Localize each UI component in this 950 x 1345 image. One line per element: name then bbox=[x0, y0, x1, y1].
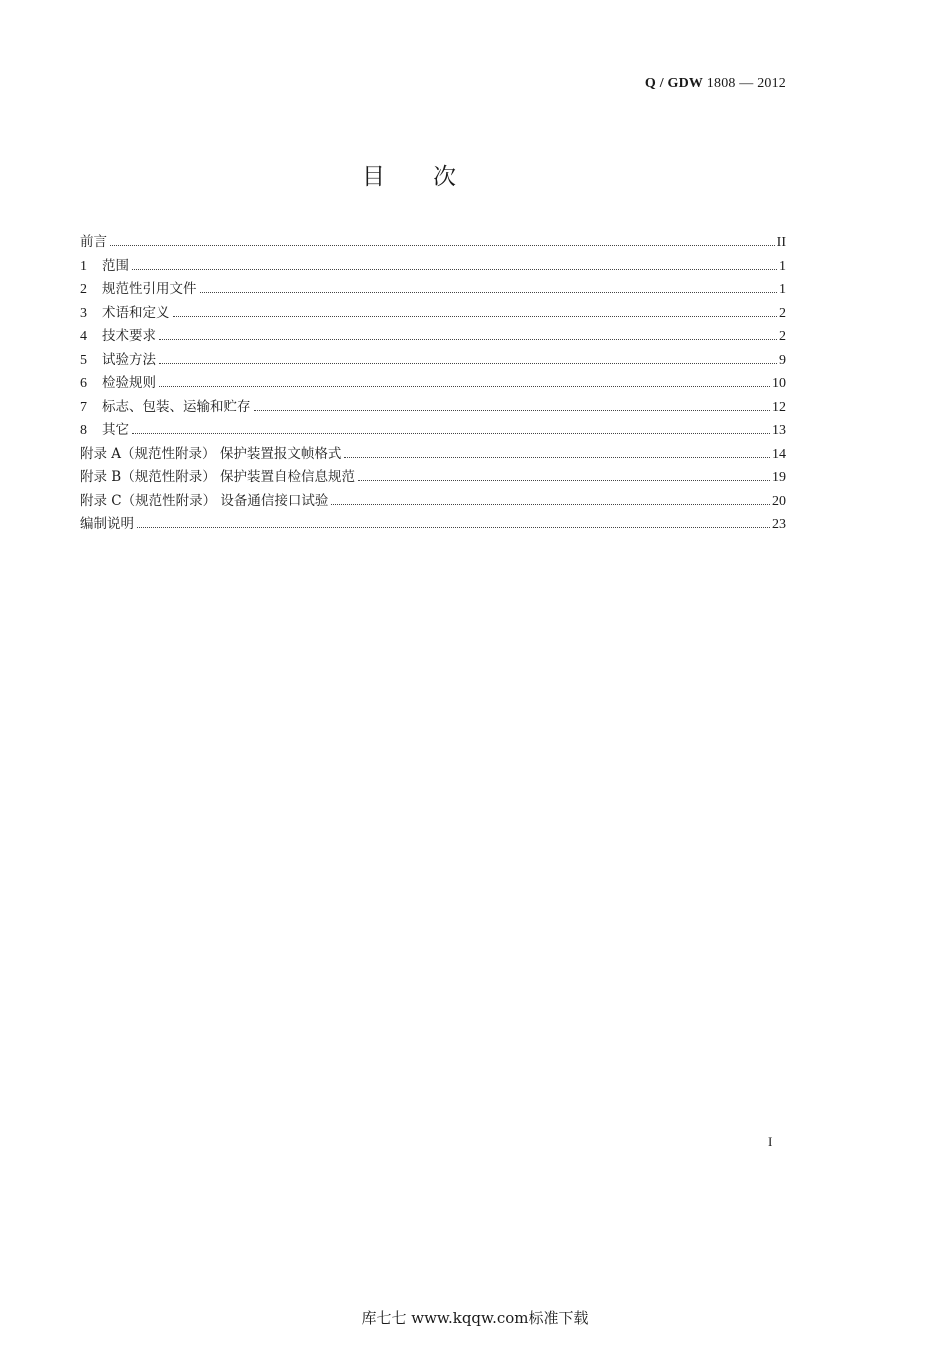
toc-entry-page: 14 bbox=[772, 446, 786, 462]
toc-entry-number: 5 bbox=[80, 352, 87, 368]
toc-leader-dots bbox=[344, 456, 770, 458]
toc-entry-label: 其它 bbox=[102, 422, 129, 438]
toc-entry-page: 20 bbox=[772, 493, 786, 509]
toc-entry[interactable] bbox=[80, 231, 786, 255]
toc-entry-number: 7 bbox=[80, 399, 87, 415]
toc-entry[interactable] bbox=[80, 419, 786, 443]
toc-leader-dots bbox=[159, 362, 777, 364]
toc-leader-dots bbox=[254, 409, 771, 411]
toc-entry-label: 附录 C（规范性附录） 设备通信接口试验 bbox=[80, 492, 329, 509]
toc-entry-label: 前言 bbox=[80, 234, 107, 250]
toc-entry-number: 8 bbox=[80, 423, 87, 438]
toc-leader-dots bbox=[159, 338, 777, 340]
page-title: 目次 bbox=[362, 164, 504, 190]
toc-entry[interactable] bbox=[80, 443, 786, 467]
toc-leader-dots bbox=[137, 526, 770, 528]
toc-entry-label: 范围 bbox=[102, 257, 129, 274]
toc-entry[interactable] bbox=[80, 255, 786, 279]
document-code-header bbox=[645, 76, 786, 92]
toc-leader-dots bbox=[173, 315, 778, 317]
toc-entry[interactable] bbox=[80, 513, 786, 537]
toc-entry-number: 2 bbox=[80, 282, 87, 297]
toc-leader-dots bbox=[358, 479, 770, 481]
toc-entry-page: 2 bbox=[779, 305, 786, 321]
toc-entry-page: 23 bbox=[772, 517, 786, 532]
toc-entry-label: 附录 A（规范性附录） 保护装置报文帧格式 bbox=[80, 445, 342, 462]
toc-entry-number: 6 bbox=[80, 376, 87, 391]
toc-entry-number: 4 bbox=[80, 329, 87, 344]
toc-entry-page: 1 bbox=[779, 258, 786, 274]
page-number: I bbox=[768, 1134, 773, 1149]
toc-entry[interactable] bbox=[80, 372, 786, 396]
standard-code: Q / GDW bbox=[644, 76, 704, 91]
toc-entry-label: 技术要求 bbox=[102, 328, 156, 344]
toc-entry[interactable] bbox=[80, 325, 786, 349]
toc-entry-number: 1 bbox=[80, 258, 87, 274]
toc-entry[interactable] bbox=[80, 466, 786, 490]
table-of-contents bbox=[80, 231, 786, 537]
toc-entry-page: 2 bbox=[779, 329, 786, 344]
toc-leader-dots bbox=[200, 291, 778, 293]
toc-entry-page: 10 bbox=[772, 376, 786, 391]
toc-entry[interactable] bbox=[80, 278, 786, 302]
toc-entry[interactable] bbox=[80, 349, 786, 373]
toc-entry-page: 12 bbox=[772, 399, 786, 415]
toc-entry-number: 3 bbox=[80, 305, 87, 321]
toc-leader-dots bbox=[331, 503, 770, 505]
toc-entry-label: 术语和定义 bbox=[102, 304, 170, 321]
toc-entry-page: 13 bbox=[772, 423, 786, 438]
toc-entry-label: 检验规则 bbox=[102, 375, 156, 391]
toc-entry-page: 9 bbox=[779, 352, 786, 368]
toc-leader-dots bbox=[110, 244, 775, 246]
toc-entry-page: 19 bbox=[772, 470, 786, 485]
footer-watermark: 库七七 www.kqqw.com标准下载 bbox=[361, 1309, 589, 1327]
toc-entry[interactable] bbox=[80, 302, 786, 326]
toc-entry-label: 规范性引用文件 bbox=[102, 281, 197, 297]
toc-leader-dots bbox=[159, 385, 770, 387]
standard-number: 1808 — 2012 bbox=[706, 76, 786, 91]
toc-entry-page: II bbox=[776, 235, 786, 250]
toc-entry-label: 试验方法 bbox=[102, 351, 156, 368]
toc-entry-label: 编制说明 bbox=[80, 516, 134, 532]
toc-entry-page: 1 bbox=[779, 282, 786, 297]
toc-entry[interactable] bbox=[80, 396, 786, 420]
toc-entry[interactable] bbox=[80, 490, 786, 514]
toc-entry-label: 附录 B（规范性附录） 保护装置自检信息规范 bbox=[80, 469, 356, 485]
toc-entry-label: 标志、包装、运输和贮存 bbox=[102, 398, 251, 415]
toc-leader-dots bbox=[132, 432, 770, 434]
toc-leader-dots bbox=[132, 268, 777, 270]
